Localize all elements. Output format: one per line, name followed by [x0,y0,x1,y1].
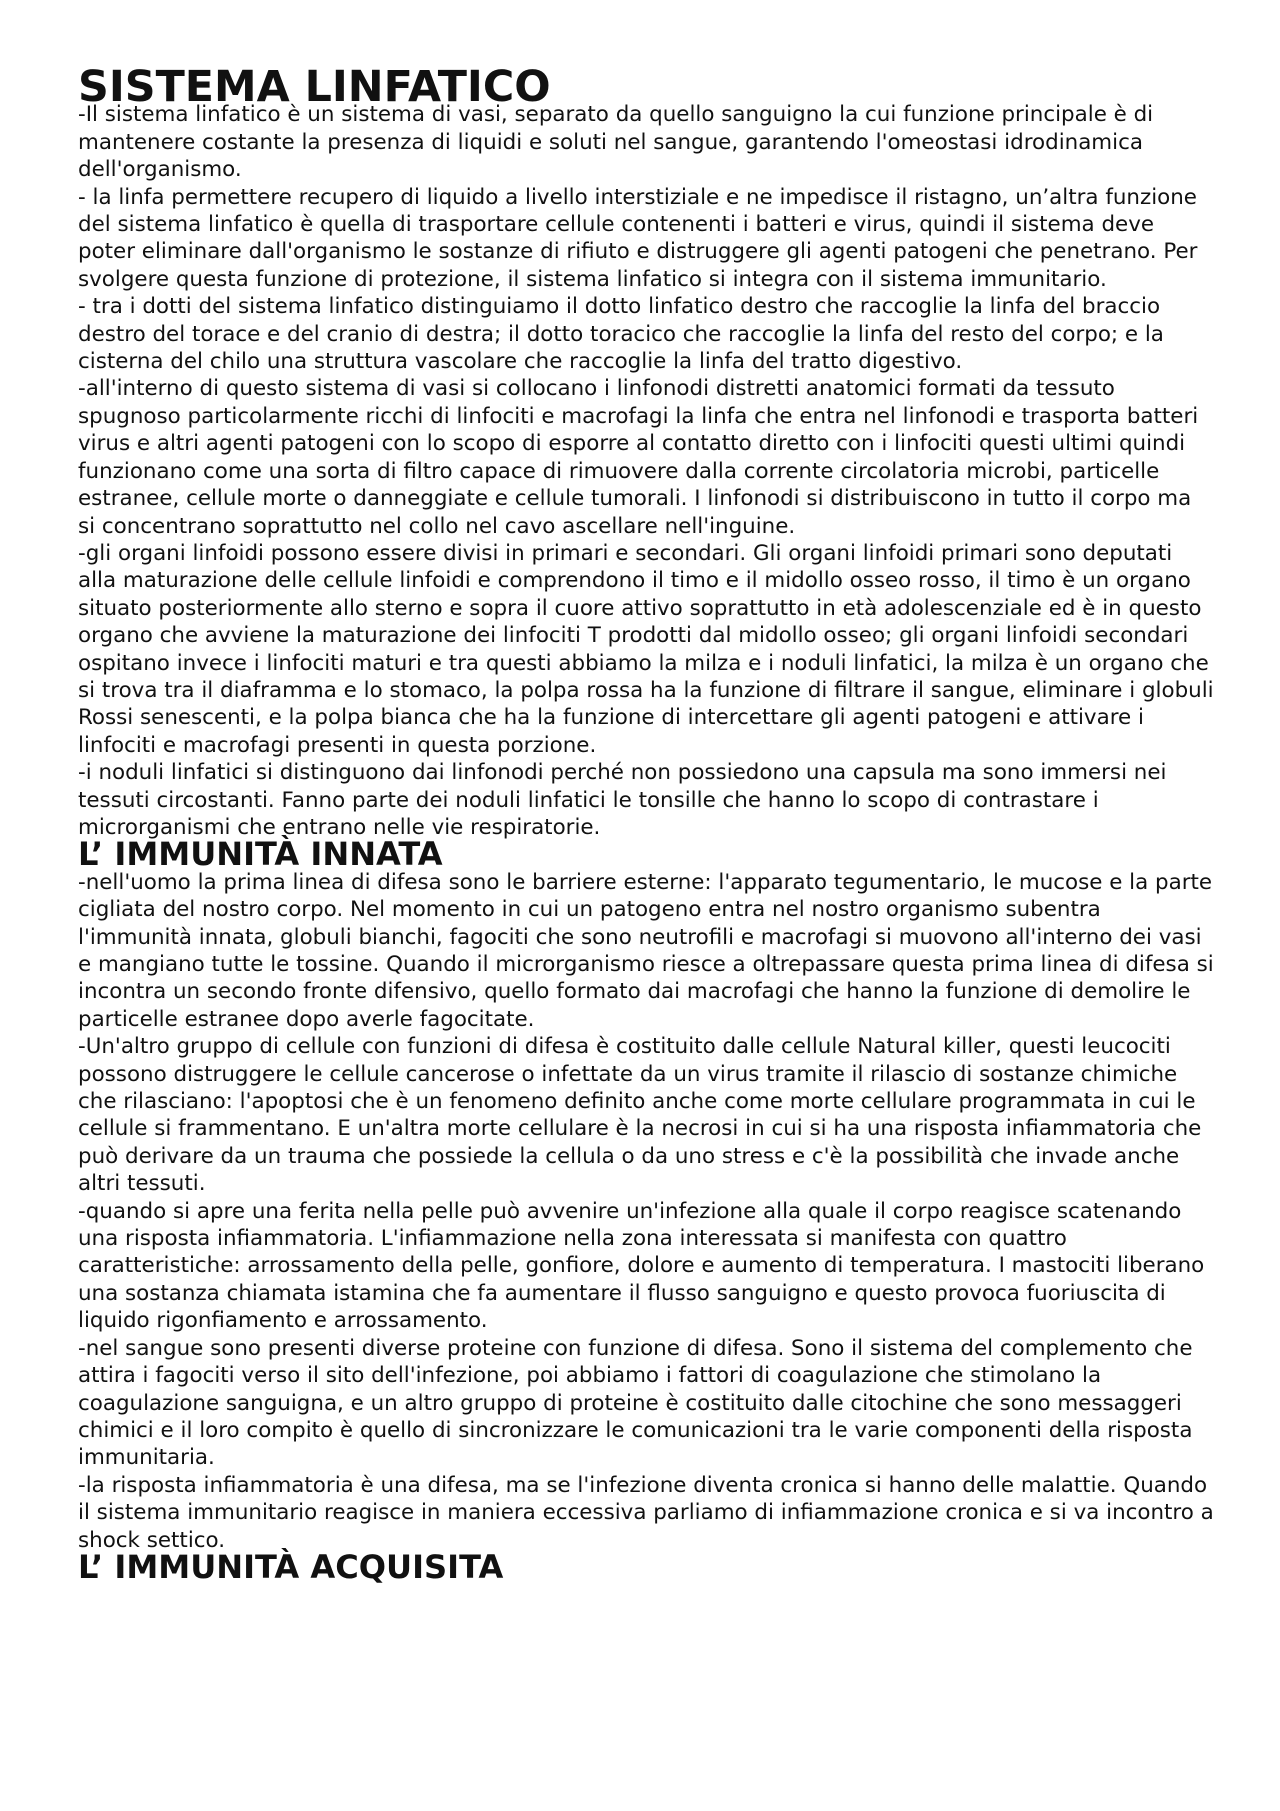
paragraph: -all'interno di questo sistema di vasi si collocano i linfonodi distretti anatomici formati da tessuto spugnoso particolarmente ricchi di linfociti e macrofagi la linfa che entra nel linfonodi e trasporta batteri virus e altri agenti patogeni con lo scopo di esporre al contatto diretto con i linfociti questi ultimi quindi funzionano come una sorta di filtro capace di rimuovere dalla corrente circolatoria microbi, particelle estranee, cellule morte o danneggiate e cellule tumorali. I linfonodi si distribuiscono in tutto il corpo ma si concentrano soprattutto nel collo nel cavo ascellare nell'inguine. [78,376,1199,539]
section-heading-immunita-acquisita: L’ IMMUNITÀ ACQUISITA [78,1547,504,1586]
paragraph: -Il sistema linfatico è un sistema di vasi, separato da quello sanguigno la cui funzione principale è di mantenere costante la presenza di liquidi e soluti nel sangue, garantendo l'omeostasi idrodinamica dell'organismo. [78,102,1154,183]
document-page [78,62,1214,1586]
section-heading-immunita-innata: L’ IMMUNITÀ INNATA [78,835,443,874]
section-heading-sistema-linfatico: SISTEMA LINFATICO [78,62,551,112]
paragraph: -la risposta infiammatoria è una difesa, ma se l'infezione diventa cronica si hanno delle malattie. Quando il sistema immunitario reagisce in maniera eccessiva parliamo di infiammazione cronica e si va incontro a shock settico. [78,1472,1214,1553]
paragraph: - la linfa permettere recupero di liquido a livello interstiziale e ne impedisce il ristagno, un’altra funzione del sistema linfatico è quella di trasportare cellule contenenti i batteri e virus, quindi il sistema deve poter eliminare dall'organismo le sostanze di rifiuto e distruggere gli agenti patogeni che penetrano. Per svolgere questa funzione di protezione, il sistema linfatico si integra con il sistema immunitario. [78,184,1198,292]
paragraph: -gli organi linfoidi possono essere divisi in primari e secondari. Gli organi linfoidi primari sono deputati alla maturazione delle cellule linfoidi e comprendono il timo e il midollo osseo rosso, il timo è un organo situato posteriormente allo sterno e sopra il cuore attivo soprattutto in età adolescenziale ed è in questo organo che avviene la maturazione dei linfociti T prodotti dal midollo osseo; gli organi linfoidi secondari ospitano invece i linfociti maturi e tra questi abbiamo la milza e i noduli linfatici, la milza è un organo che si trova tra il diaframma e lo stomaco, la polpa rossa ha la funzione di filtrare il sangue, eliminare i globuli Rossi senescenti, e la polpa bianca che ha la funzione di intercettare gli agenti patogeni e attivare i linfociti e macrofagi presenti in questa porzione. [78,540,1214,758]
paragraph: -i noduli linfatici si distinguono dai linfonodi perché non possiedono una capsula ma sono immersi nei tessuti circostanti. Fanno parte dei noduli linfatici le tonsille che hanno lo scopo di contrastare i microrganismi che entrano nelle vie respiratorie. [78,760,1167,840]
paragraph: -quando si apre una ferita nella pelle può avvenire un'infezione alla quale il corpo reagisce scatenando una risposta infiammatoria. L'infiammazione nella zona interessata si manifesta con quattro caratteristiche: arrossamento della pelle, gonfiore, dolore e aumento di temperatura. I mastociti liberano una sostanza chiamata istamina che fa aumentare il flusso sanguigno e questo provoca fuoriuscita di liquido rigonfiamento e arrossamento. [78,1198,1205,1334]
paragraph: - tra i dotti del sistema linfatico distinguiamo il dotto linfatico destro che raccoglie la linfa del braccio destro del torace e del cranio di destra; il dotto toracico che raccoglie la linfa del resto del corpo; e la cisterna del chilo una struttura vascolare che raccoglie la linfa del tratto digestivo. [78,294,1164,375]
paragraph: -nel sangue sono presenti diverse proteine con funzione di difesa. Sono il sistema del complemento che attira i fagociti verso il sito dell'infezione, poi abbiamo i fattori di coagulazione che stimolano la coagulazione sanguigna, e un altro gruppo di proteine è costituito dalle citochine che sono messaggeri chimici e il loro compito è quello di sincronizzare le comunicazioni tra le varie componenti della risposta immunitaria. [78,1335,1193,1471]
paragraph: -nell'uomo la prima linea di difesa sono le barriere esterne: l'apparato tegumentario, le mucose e la parte cigliata del nostro corpo. Nel momento in cui un patogeno entra nel nostro organismo subentra l'immunità innata, globuli bianchi, fagociti che sono neutrofili e macrofagi si muovono all'interno dei vasi e mangiano tutte le tossine. Quando il microrganismo riesce a oltrepassare questa prima linea di difesa si incontra un secondo fronte difensivo, quello formato dai macrofagi che hanno la funzione di demolire le particelle estranee dopo averle fagocitate. [78,869,1214,1032]
paragraph: -Un'altro gruppo di cellule con funzioni di difesa è costituito dalle cellule Natural killer, questi leucociti possono distruggere le cellule cancerose o infettate da un virus tramite il rilascio di sostanze chimiche che rilasciano: l'apoptosi che è un fenomeno definito anche come morte cellulare programmata in cui le cellule si frammentano. E un'altra morte cellulare è la necrosi in cui si ha una risposta infiammatoria che può derivare da un trauma che possiede la cellula o da uno stress e c'è la possibilità che invade anche altri tessuti. [78,1034,1202,1197]
